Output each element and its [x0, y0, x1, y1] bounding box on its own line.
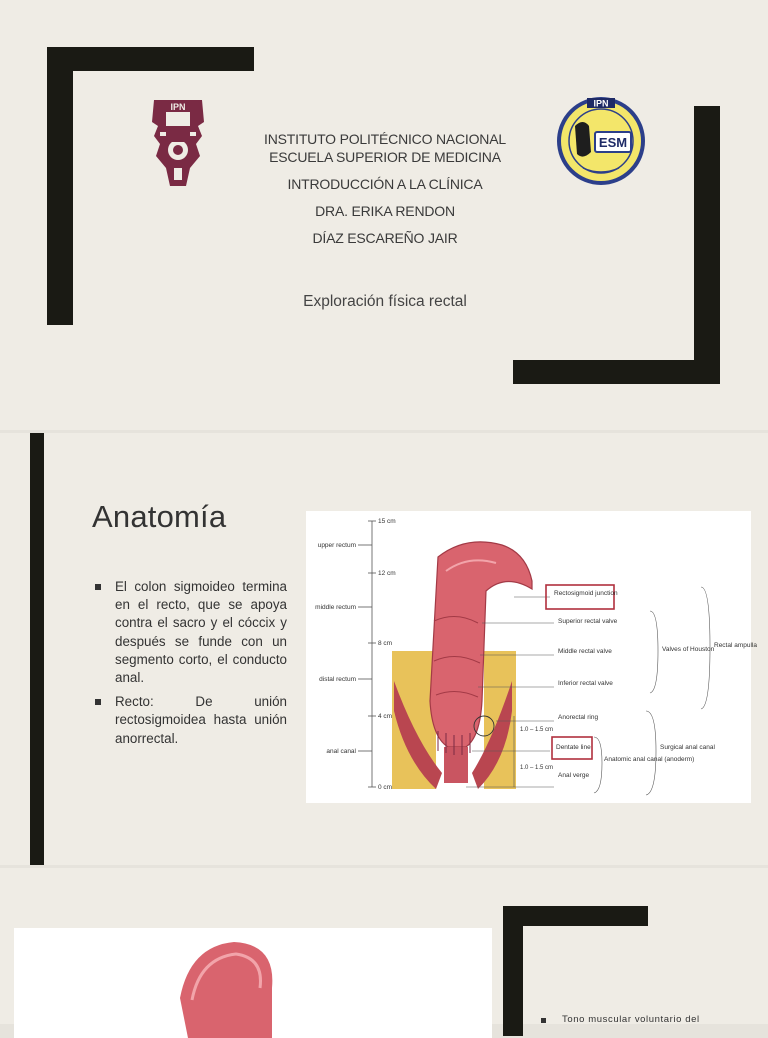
- esm-logo: [557, 96, 645, 186]
- label-anatomic-canal: Anatomic anal canal (anoderm): [604, 756, 695, 763]
- school-name: ESCUELA SUPERIOR DE MEDICINA: [269, 149, 501, 165]
- frame-bar-top-left-vertical: [47, 47, 73, 325]
- label-rectal-ampulla: Rectal ampulla: [714, 642, 757, 649]
- slide-left-bar: [30, 433, 44, 865]
- frame-bar-top-left-horizontal: [47, 47, 254, 71]
- frame-bar-bottom-right-vertical: [694, 106, 720, 384]
- scale-label-8: 8 cm: [378, 640, 393, 647]
- label-anal-verge: Anal verge: [558, 772, 590, 779]
- esm-logo-top-text: IPN: [593, 98, 609, 109]
- bullet-list: [95, 578, 287, 754]
- frame-bar-horizontal: [503, 906, 648, 926]
- bullet-square-icon: [95, 699, 101, 705]
- label-measure-1: 1.0 – 1.5 cm: [520, 727, 554, 733]
- label-distal-rectum: distal rectum: [319, 676, 356, 683]
- bullet-text: Tono muscular voluntario del: [562, 1014, 700, 1025]
- student-name: DÍAZ ESCAREÑO JAIR: [312, 230, 458, 246]
- bullet-square-icon: [541, 1018, 546, 1023]
- label-measure-2: 1.0 – 1.5 cm: [520, 765, 554, 771]
- label-middle-rectum: middle rectum: [315, 604, 356, 611]
- exam-slide: [0, 868, 768, 1024]
- ipn-logo: [146, 92, 210, 192]
- bullet-text: Recto: De unión rectosigmoidea hasta unión anorrectal.: [115, 694, 287, 746]
- label-valves-of-houston: Valves of Houston: [662, 646, 715, 653]
- bullet-square-icon: [95, 584, 101, 590]
- cover-title-block: [230, 130, 540, 247]
- scale-label-12: 12 cm: [378, 570, 396, 577]
- professor-name: DRA. ERIKA RENDON: [315, 203, 455, 219]
- label-dentate-line: Dentate line: [556, 744, 591, 751]
- scale-label-15: 15 cm: [378, 518, 396, 525]
- bullet-item: [95, 578, 287, 687]
- frame-bar-vertical: [503, 906, 523, 1036]
- label-rectosigmoid: Rectosigmoid junction: [554, 590, 618, 597]
- label-surgical-canal: Surgical anal canal: [660, 744, 715, 751]
- institute-name: INSTITUTO POLITÉCNICO NACIONAL: [264, 131, 506, 147]
- label-superior-valve: Superior rectal valve: [558, 618, 618, 625]
- label-middle-valve: Middle rectal valve: [558, 648, 612, 655]
- esm-logo-text: ESM: [598, 135, 628, 150]
- rectum-image: [14, 928, 492, 1038]
- slide-heading: Anatomía: [92, 498, 227, 534]
- course-name: INTRODUCCIÓN A LA CLÍNICA: [287, 176, 483, 192]
- rectum-anatomy-diagram: [306, 511, 757, 803]
- ipn-logo-text: IPN: [170, 102, 186, 112]
- scale-label-0: 0 cm: [378, 784, 393, 791]
- frame-bar-bottom-right-horizontal: [513, 360, 720, 384]
- label-inferior-valve: Inferior rectal valve: [558, 680, 613, 687]
- cover-slide: [0, 0, 768, 430]
- bullet-item: [95, 693, 287, 748]
- bullet-text: El colon sigmoideo termina en el recto, que se apoya contra el sacro y el cóccix y después se funde con un segmento corto, el conducto anal.: [115, 579, 287, 686]
- label-upper-rectum: upper rectum: [317, 542, 356, 549]
- label-anal-canal: anal canal: [326, 748, 356, 755]
- topic-title: Exploración física rectal: [303, 293, 467, 310]
- scale-label-4: 4 cm: [378, 713, 393, 720]
- label-anorectal-ring: Anorectal ring: [558, 714, 599, 721]
